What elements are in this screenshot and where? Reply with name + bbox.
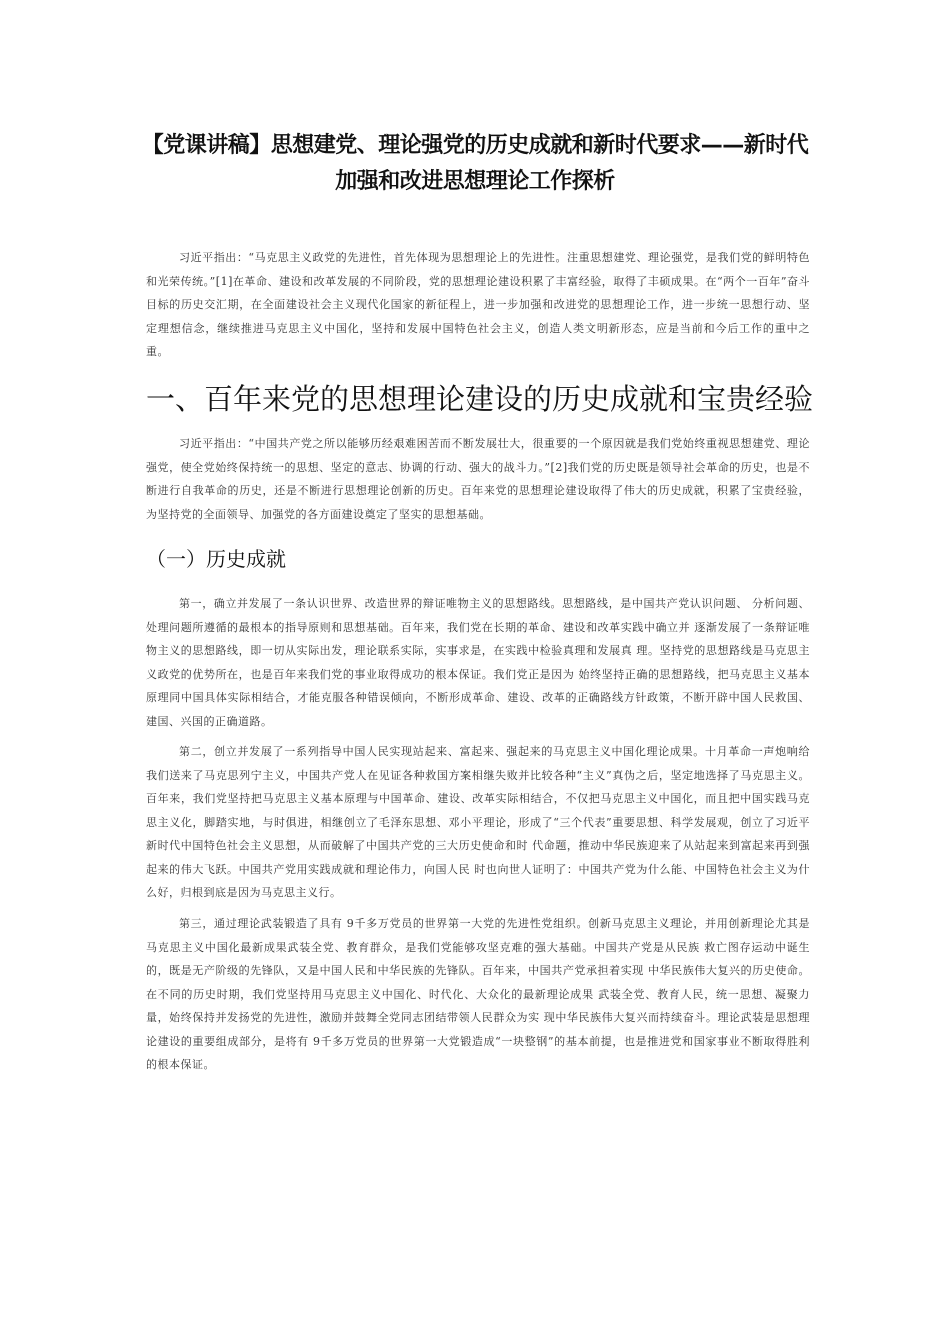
body-paragraph: 第一，确立并发展了一条认识世界、改造世界的辩证唯物主义的思想路线。思想路线，是中国共产党认识问题、 分析问题、处理问题所遵循的最根本的指导原则和思想基础。百年来，我们党在长期的革命、建设和改革实践中确立并 逐渐发展了一条辩证唯物主义的思想路线，即一切从实际出发，理论联系实际，实事求是，在实践中检验真理和发展真 理。坚持党的思想路线是马克思主义政党的优势所在，也是百年来我们党的事业取得成功的根本保证。我们党正是因为 始终坚持正确的思想路线，把马克思主义基本原理同中国具体实际相结合，才能克服各种错误倾向，不断形成革命、建设、改革的正确路线方针政策，不断开辟中国人民救国、建国、兴国的正确道路。: [146, 597, 810, 728]
body-paragraph: 第二，创立并发展了一系列指导中国人民实现站起来、富起来、强起来的马克思主义中国化理论成果。十月革命一声炮响给我们送来了马克思列宁主义，中国共产党人在见证各种救国方案相继失败并比较各种“主义”真伪之后，坚定地选择了马克思主义。百年来，我们党坚持把马克思主义基本原理与中国革命、建设、改革实际相结合，不仅把马克思主义中国化，而且把中国实践马克思主义化，脚踏实地，与时俱进，相继创立了毛泽东思想、邓小平理论，形成了“三个代表”重要思想、科学发展观，创立了习近平新时代中国特色社会主义思想，从而破解了中国共产党的三大历史使命和时 代命题，推动中华民族迎来了从站起来到富起来再到强起来的伟大飞跃。中国共产党用实践成就和理论伟力，向国人民 时也向世人证明了：中国共产党为什么能、中国特色社会主义为什么好，归根到底是因为马克思主义行。: [146, 745, 810, 899]
document-title: 【党课讲稿】思想建党、理论强党的历史成就和新时代要求——新时代加强和改进思想理论工作探析: [141, 133, 809, 194]
section-heading: 一、百年来党的思想理论建设的历史成就和宝贵经验: [146, 382, 814, 416]
subsection-heading: （一）历史成就: [146, 547, 286, 571]
body-paragraph: 第三，通过理论武装锻造了具有 9千多万党员的世界第一大党的先进性党组织。创新马克思主义理论，并用创新理论尤其是马克思主义中国化最新成果武装全党、教育群众，是我们党能够攻坚克难的强大基础。中国共产党是从民族 救亡图存运动中诞生的，既是无产阶级的先锋队，又是中国人民和中华民族的先锋队。百年来，中国共产党承担着实现 中华民族伟大复兴的历史使命。在不同的历史时期，我们党坚持用马克思主义中国化、时代化、大众化的最新理论成果 武装全党、教育人民，统一思想、凝聚力量，始终保持并发扬党的先进性，激励并鼓舞全党同志团结带领人民群众为实 现中华民族伟大复兴而持续奋斗。理论武装是思想理论建设的重要组成部分，是将有 9千多万党员的世界第一大党锻造成“一块整钢”的基本前提，也是推进党和国家事业不断取得胜利的根本保证。: [146, 917, 810, 1071]
intro-paragraph: 习近平指出：“马克思主义政党的先进性，首先体现为思想理论上的先进性。注重思想建党、理论强党，是我们党的鲜明特色和光荣传统。”[1]在革命、建设和改革发展的不同阶段，党的思想理论建设积累了丰富经验，取得了丰硕成果。在“两个一百年”奋斗目标的历史交汇期，在全面建设社会主义现代化国家的新征程上，进一步加强和改进党的思想理论工作，进一步统一思想行动、坚定理想信念，继续推进马克思主义中国化，坚持和发展中国特色社会主义，创造人类文明新形态，应是当前和今后工作的重中之重。: [146, 251, 810, 358]
section-intro-paragraph: 习近平指出：“中国共产党之所以能够历经艰难困苦而不断发展壮大，很重要的一个原因就是我们党始终重视思想建党、理论强党，使全党始终保持统一的思想、坚定的意志、协调的行动、强大的战斗力。”[2]我们党的历史既是领导社会革命的历史，也是不断进行自我革命的历史，还是不断进行思想理论创新的历史。百年来党的思想理论建设取得了伟大的历史成就，积累了宝贵经验，为坚持党的全面领导、加强党的各方面建设奠定了坚实的思想基础。: [146, 437, 810, 521]
